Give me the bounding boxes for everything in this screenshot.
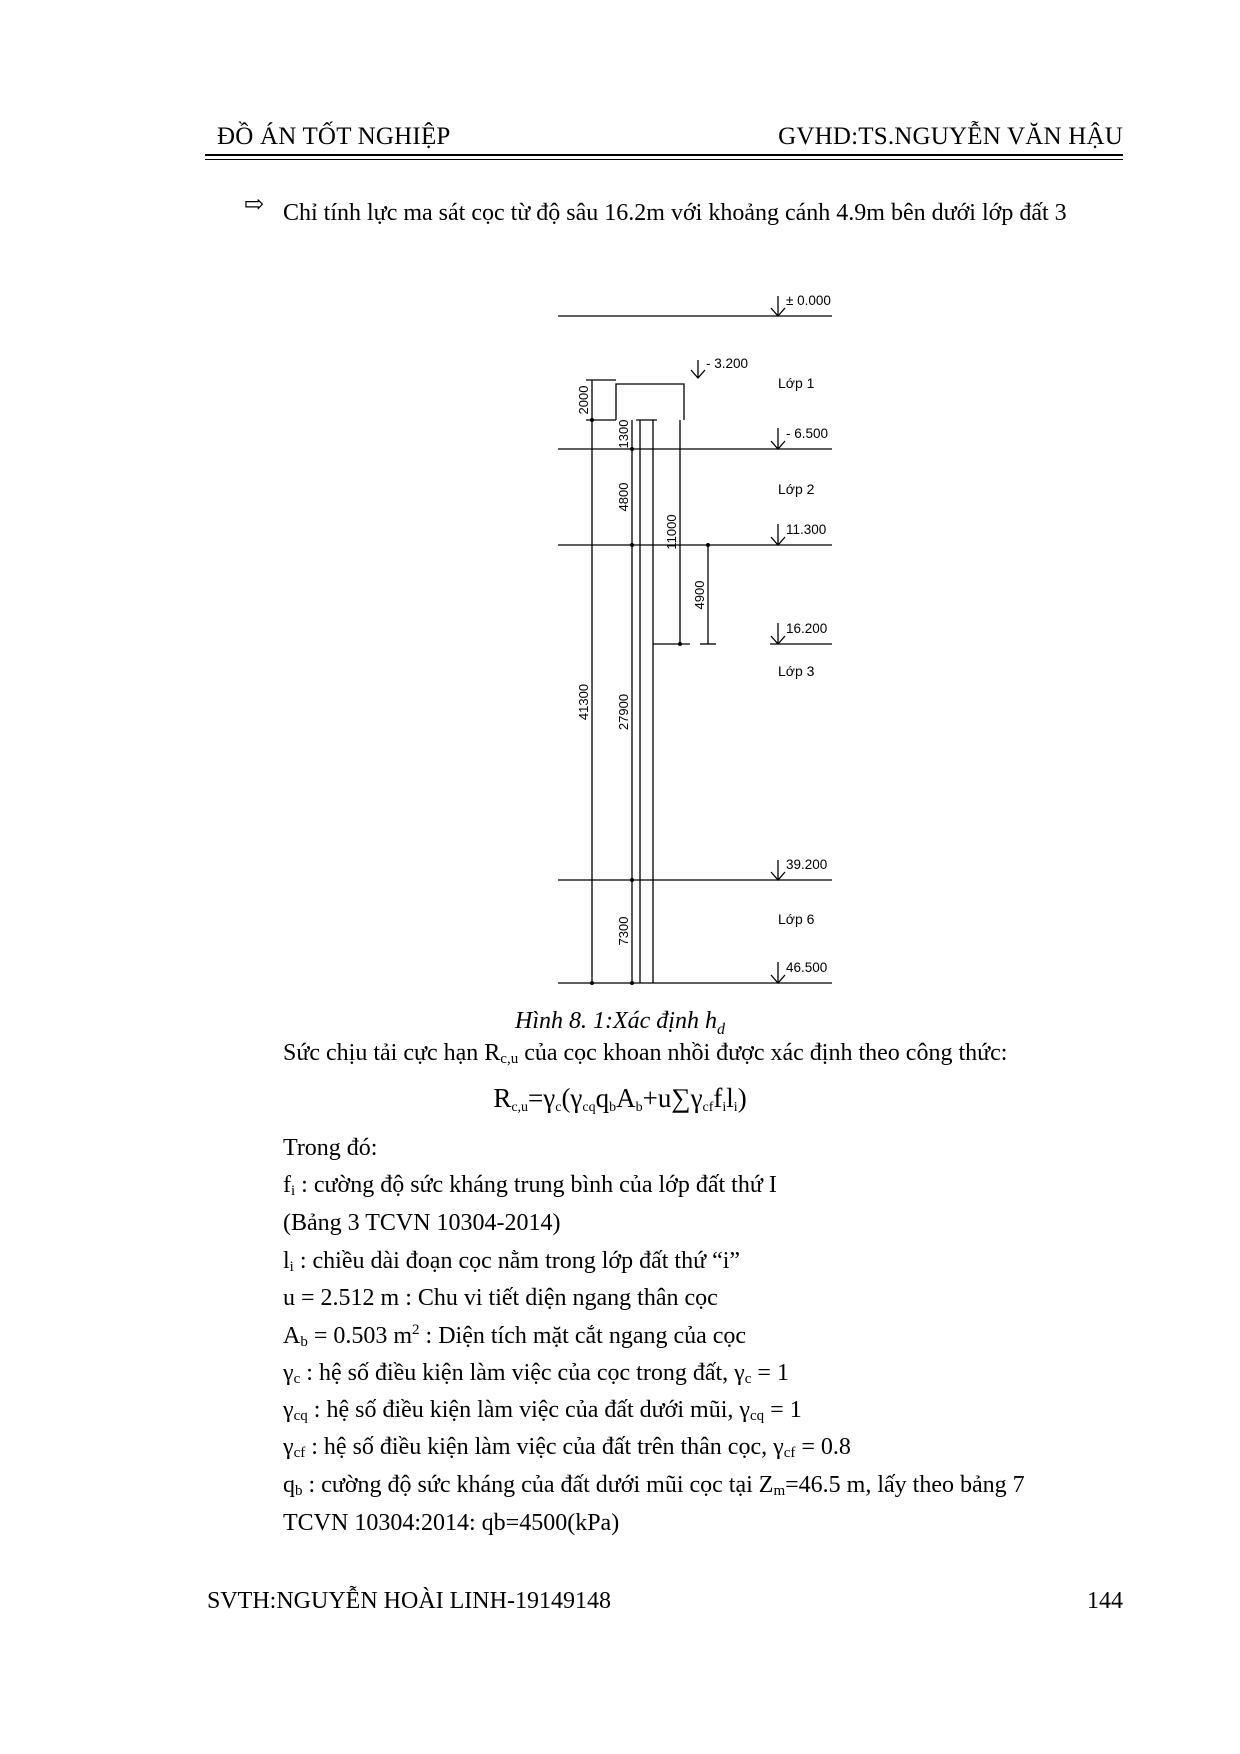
level-label: 11.300 (786, 522, 827, 537)
def-gamma-cf: $\gamma_{cf}$ : hệ số điều kiện làm việc của đất trên thân cọc, $\gamma_{cf} = 0.8$ (283, 1434, 851, 1461)
layer-label: Lớp 6 (778, 911, 815, 927)
dim-label: 41300 (576, 683, 591, 721)
page-number: 144 (1087, 1588, 1123, 1614)
level-label: - 6.500 (786, 426, 829, 441)
header-left: ĐỒ ÁN TỐT NGHIỆP (217, 123, 451, 150)
level-label: ± 0.000 (786, 293, 831, 308)
dim-label: 2000 (576, 385, 591, 415)
def-gamma-c: $\gamma_c$ : hệ số điều kiện làm việc của cọc trong đất, $\gamma_c = 1$ (283, 1360, 789, 1387)
def-gamma-cq: $\gamma_{cq}$ : hệ số điều kiện làm việc của đất dưới mũi, $\gamma_{cq} = 1$ (283, 1397, 802, 1424)
header-right: GVHD:TS.NGUYỄN VĂN HẬU (778, 123, 1123, 150)
dim-label: 7300 (616, 916, 631, 946)
trong-do: Trong đó: (283, 1135, 378, 1161)
def-li: $l_i$ : chiều dài đoạn cọc nằm trong lớp đất thứ “i” (283, 1248, 741, 1275)
level-label: 46.500 (786, 960, 828, 975)
figure-caption: Hình 8. 1:Xác định $h_d$ (515, 1008, 725, 1038)
level-label: 16.200 (786, 621, 828, 636)
level-label: 39.200 (786, 857, 828, 872)
intro-paragraph: Sức chịu tải cực hạn $R_{c,u}$ của cọc khoan nhồi được xác định theo công thức: (283, 1040, 1008, 1067)
layer-label: Lớp 3 (778, 663, 815, 679)
header-rule (205, 154, 1123, 156)
bullet-text: Chỉ tính lực ma sát cọc từ độ sâu 16.2m với khoảng cánh 4.9m bên dưới lớp đất 3 (283, 200, 1067, 226)
layer-label: Lớp 2 (778, 481, 815, 497)
dim-label: 27900 (616, 693, 631, 731)
dim-label: 4800 (616, 482, 631, 512)
header-rule-thin (205, 159, 1123, 160)
footer-author: SVTH:NGUYỄN HOÀI LINH-19149148 (207, 1588, 611, 1614)
def-qb: $q_b$ : cường độ sức kháng của đất dưới mũi cọc tại $Z_m=46.5$ m, lấy theo bảng 7 (283, 1472, 1025, 1499)
formula: Rc,u=γc(γcqqbAb+u∑γcffili) (493, 1083, 747, 1115)
level-label: - 3.200 (706, 356, 749, 371)
layer-label: Lớp 1 (778, 375, 815, 391)
def-qb-line2: TCVN 10304:2014: qb=4500(kPa) (283, 1510, 620, 1536)
arrow-right-icon: ⇨ (244, 192, 265, 218)
def-fi-ref: (Bảng 3 TCVN 10304-2014) (283, 1210, 561, 1236)
def-fi: $f_i$ : cường độ sức kháng trung bình của lớp đất thứ I (283, 1172, 777, 1199)
def-ab: $A_b = 0.503$ $m^2$ : Diện tích mặt cắt ngang của cọc (283, 1322, 747, 1350)
pile-diagram (540, 280, 860, 1000)
dim-label: 1300 (616, 419, 631, 449)
dim-label: 4900 (692, 580, 707, 610)
dim-label: 11000 (664, 514, 679, 550)
def-u: u = 2.512 m : Chu vi tiết diện ngang thân cọc (283, 1285, 718, 1311)
